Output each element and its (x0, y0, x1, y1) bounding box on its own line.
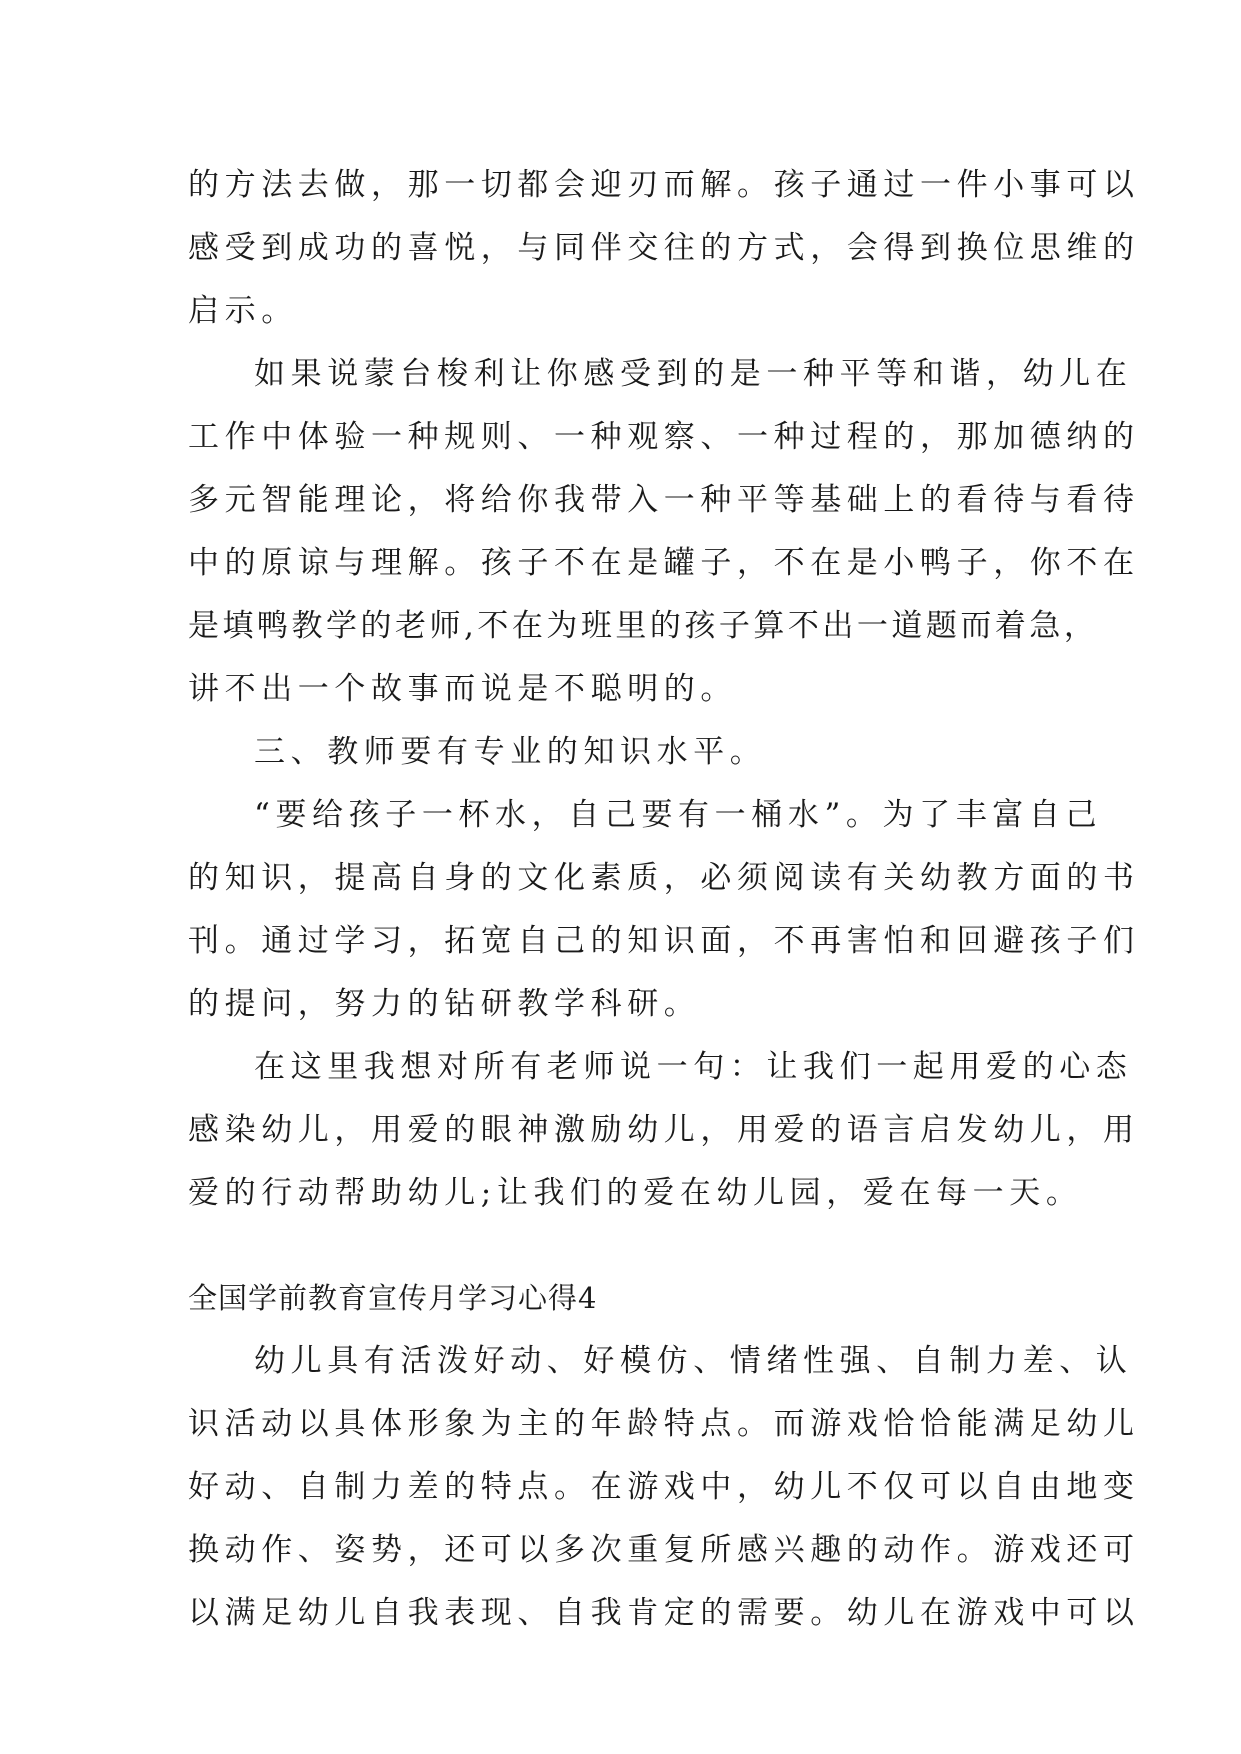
text-line: 的方法去做，那一切都会迎刃而解。孩子通过一件小事可以 (188, 167, 1140, 203)
paragraph-montessori (188, 343, 1140, 721)
text-line: 刊。通过学习，拓宽自己的知识面，不再害怕和回避孩子们 (188, 923, 1140, 959)
text-line: 讲不出一个故事而说是不聪明的。 (188, 671, 737, 707)
text-line: “要给孩子一杯水，自己要有一桶水”。为了丰富自己 (254, 797, 1103, 833)
text-line: 爱的行动帮助幼儿;让我们的爱在幼儿园，爱在每一天。 (188, 1175, 1083, 1211)
article-heading: 全国学前教育宣传月学习心得4 (188, 1281, 598, 1315)
paragraph-closing (188, 1036, 1140, 1225)
paragraph-point-three (188, 721, 1054, 784)
text-line: 如果说蒙台梭利让你感受到的是一种平等和谐，幼儿在 (254, 356, 1133, 392)
text-line: 在这里我想对所有老师说一句：让我们一起用爱的心态 (254, 1049, 1133, 1085)
text-line: 幼儿具有活泼好动、好模仿、情绪性强、自制力差、认 (254, 1343, 1133, 1379)
document-body (188, 154, 1140, 1645)
text-line: 是填鸭教学的老师,不在为班里的孩子算不出一道题而着急， (188, 608, 1099, 644)
paragraph-continuation (188, 154, 1140, 343)
paragraph-games (188, 1330, 1140, 1645)
text-line: 以满足幼儿自我表现、自我肯定的需要。幼儿在游戏中可以 (188, 1595, 1140, 1631)
text-line: 中的原谅与理解。孩子不在是罐子，不在是小鸭子，你不在 (188, 545, 1140, 581)
paragraph-knowledge (188, 784, 1140, 1036)
text-line: 启示。 (188, 293, 298, 329)
text-line: 换动作、姿势，还可以多次重复所感兴趣的动作。游戏还可 (188, 1532, 1140, 1568)
text-line: 识活动以具体形象为主的年龄特点。而游戏恰恰能满足幼儿 (188, 1406, 1140, 1442)
text-line: 感染幼儿，用爱的眼神激励幼儿，用爱的语言启发幼儿，用 (188, 1112, 1140, 1148)
text-line: 的知识，提高自身的文化素质，必须阅读有关幼教方面的书 (188, 860, 1140, 896)
text-line: 好动、自制力差的特点。在游戏中，幼儿不仅可以自由地变 (188, 1469, 1140, 1505)
text-line: 感受到成功的喜悦，与同伴交往的方式，会得到换位思维的 (188, 230, 1140, 266)
text-line: 的提问，努力的钻研教学科研。 (188, 986, 701, 1022)
text-line: 工作中体验一种规则、一种观察、一种过程的，那加德纳的 (188, 419, 1140, 455)
section-subheading: 三、教师要有专业的知识水平。 (254, 734, 767, 770)
text-line: 多元智能理论，将给你我带入一种平等基础上的看待与看待 (188, 482, 1140, 518)
